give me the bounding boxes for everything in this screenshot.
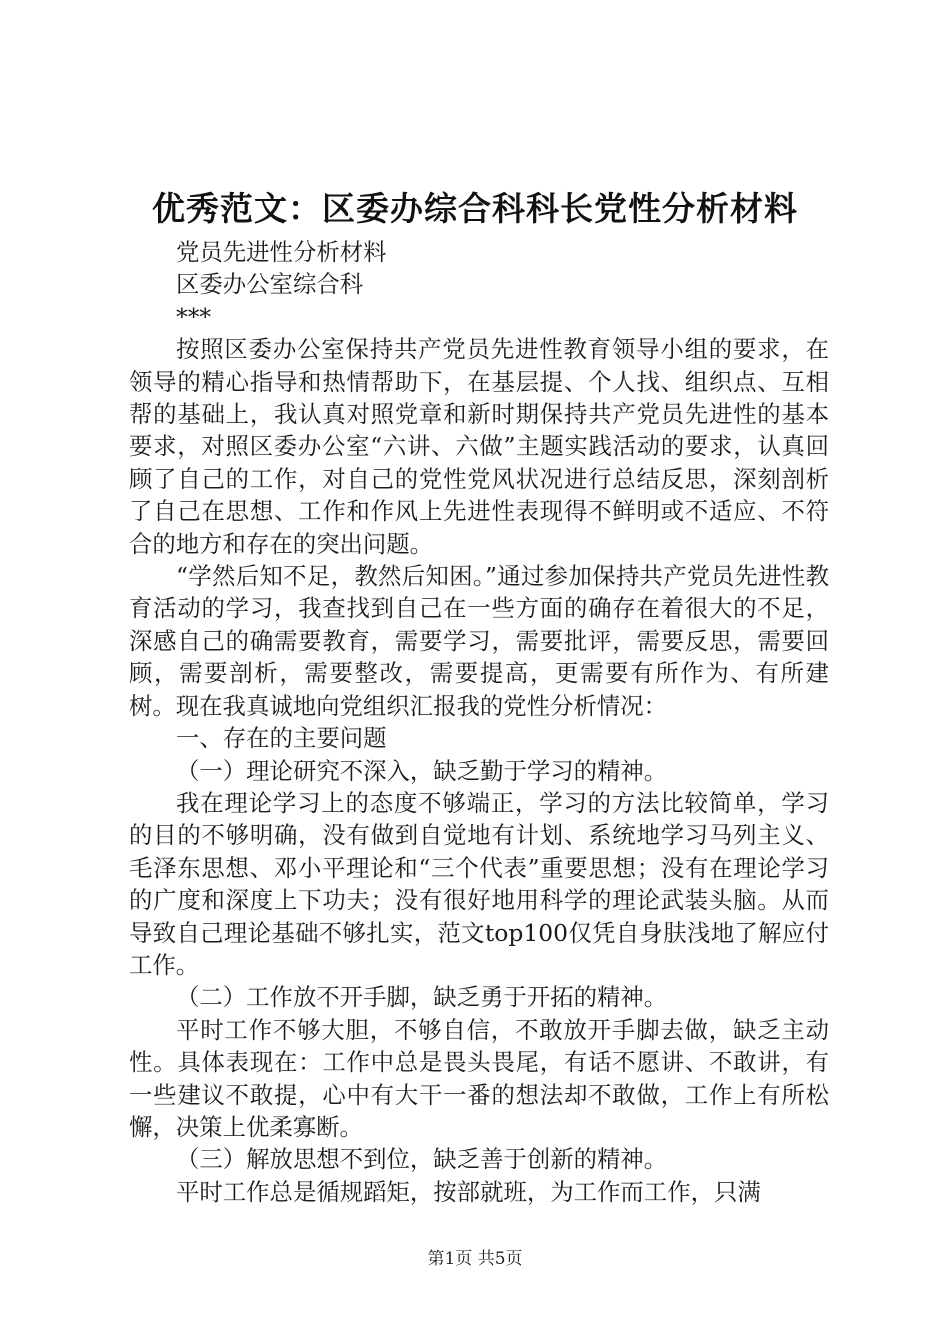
paragraph: 我在理论学习上的态度不够端正，学习的方法比较简单，学习的目的不够明确，没有做到自觉地有计划、系统地学习马列主义、毛泽东思想、邓小平理论和“三个代表”重要思想；没有在理论学习的广度和深度上下功夫；没有很好地用科学的理论武装头脑。从而导致自己理论基础不够扎实，范文top100仅凭自身肤浅地了解应付工作。 [129,788,829,979]
document-body [129,236,829,1208]
paragraph: 党员先进性分析材料 [176,238,387,266]
subsection-heading: （一）理论研究不深入，缺乏勤于学习的精神。 [176,756,668,785]
paragraph: 平时工作不够大胆，不够自信，不敢放开手脚去做，缺乏主动性。具体表现在：工作中总是畏头畏尾，有话不愿讲、不敢讲，有一些建议不敢提，心中有大干一番的想法却不敢做，工作上有所松懈，决策上优柔寡断。 [129,1015,829,1141]
paragraph: 平时工作总是循规蹈矩，按部就班，为工作而工作，只满 [176,1177,761,1206]
paragraph: “学然后知不足，教然后知困。”通过参加保持共产党员先进性教育活动的学习，我查找到自己在一些方面的确存在着很大的不足，深感自己的确需要教育，需要学习，需要批评，需要反思，需要回顾，需要剖析，需要整改，需要提高，更需要有所作为、有所建树。现在我真诚地向党组织汇报我的党性分析情况： [129,562,829,720]
section-heading: 一、存在的主要问题 [176,724,387,753]
subsection-heading: （三）解放思想不到位，缺乏善于创新的精神。 [176,1145,668,1174]
subsection-heading: （二）工作放不开手脚，缺乏勇于开拓的精神。 [176,983,668,1012]
paragraph: 区委办公室综合科 [176,270,364,299]
paragraph: *** [176,302,212,331]
paragraph: 按照区委办公室保持共产党员先进性教育领导小组的要求，在领导的精心指导和热情帮助下，在基层提、个人找、组织点、互相帮的基础上，我认真对照党章和新时期保持共产党员先进性的基本要求，对照区委办公室“六讲、六做”主题实践活动的要求，认真回顾了自己的工作，对自己的党性党风状况进行总结反思，深刻剖析了自己在思想、工作和作风上先进性表现得不鲜明或不适应、不符合的地方和存在的突出问题。 [129,335,829,558]
document-title: 优秀范文：区委办综合科科长党性分析材料 [152,189,798,228]
page-footer: 第1页 共5页 [427,1249,523,1269]
